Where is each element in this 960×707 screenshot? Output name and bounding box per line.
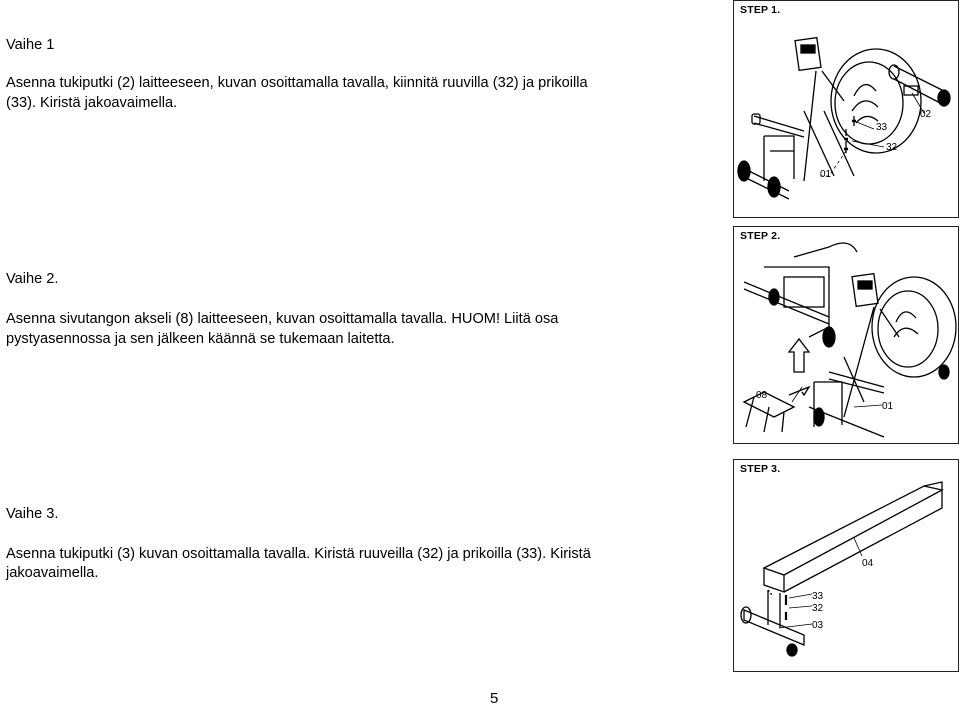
step-2-line-2: pystyasennossa ja sen jälkeen käännä se tukemaan laitetta. [6,331,395,347]
console [795,38,821,71]
step-2-heading: Vaihe 2. [6,271,59,287]
step-1-line-1: Asenna tukiputki (2) laitteeseen, kuvan osoittamalla tavalla, kiinnitä ruuvilla (32) ja prikoilla [6,75,588,91]
callout-08: 08 [756,390,768,401]
step-2-label: STEP 2. [740,230,781,242]
callout-02: 02 [920,109,932,120]
step-3-figure [733,459,959,672]
step-1-label: STEP 1. [740,4,781,16]
step-3-line-2: jakoavaimella. [6,565,99,581]
step-3-line-1: Asenna tukiputki (3) kuvan osoittamalla tavalla. Kiristä ruuveilla (32) ja prikoilla (33). Kiristä [6,546,591,562]
step-1-line-2: (33). Kiristä jakoavaimella. [6,95,178,111]
step-3-drawing [734,460,960,673]
step-2-line-1: Asenna sivutangon akseli (8) laitteeseen, kuvan osoittamalla tavalla. HUOM! Liitä osa [6,311,559,327]
callout-01: 01 [882,401,894,412]
callout-01: 01 [820,169,832,180]
callout-33: 33 [876,122,888,133]
step-1-heading: Vaihe 1 [6,37,55,53]
callout-04: 04 [862,558,874,569]
callout-32: 32 [812,603,824,614]
page-number: 5 [490,690,499,707]
step-1-drawing [734,1,960,219]
step-3-label: STEP 3. [740,463,781,475]
step-1-figure [733,0,959,218]
callout-32: 32 [886,142,898,153]
callout-33: 33 [812,591,824,602]
step-3-heading: Vaihe 3. [6,506,59,522]
step-2-drawing [734,227,960,445]
step-2-figure [733,226,959,444]
flywheel [831,49,921,153]
callout-03: 03 [812,620,824,631]
